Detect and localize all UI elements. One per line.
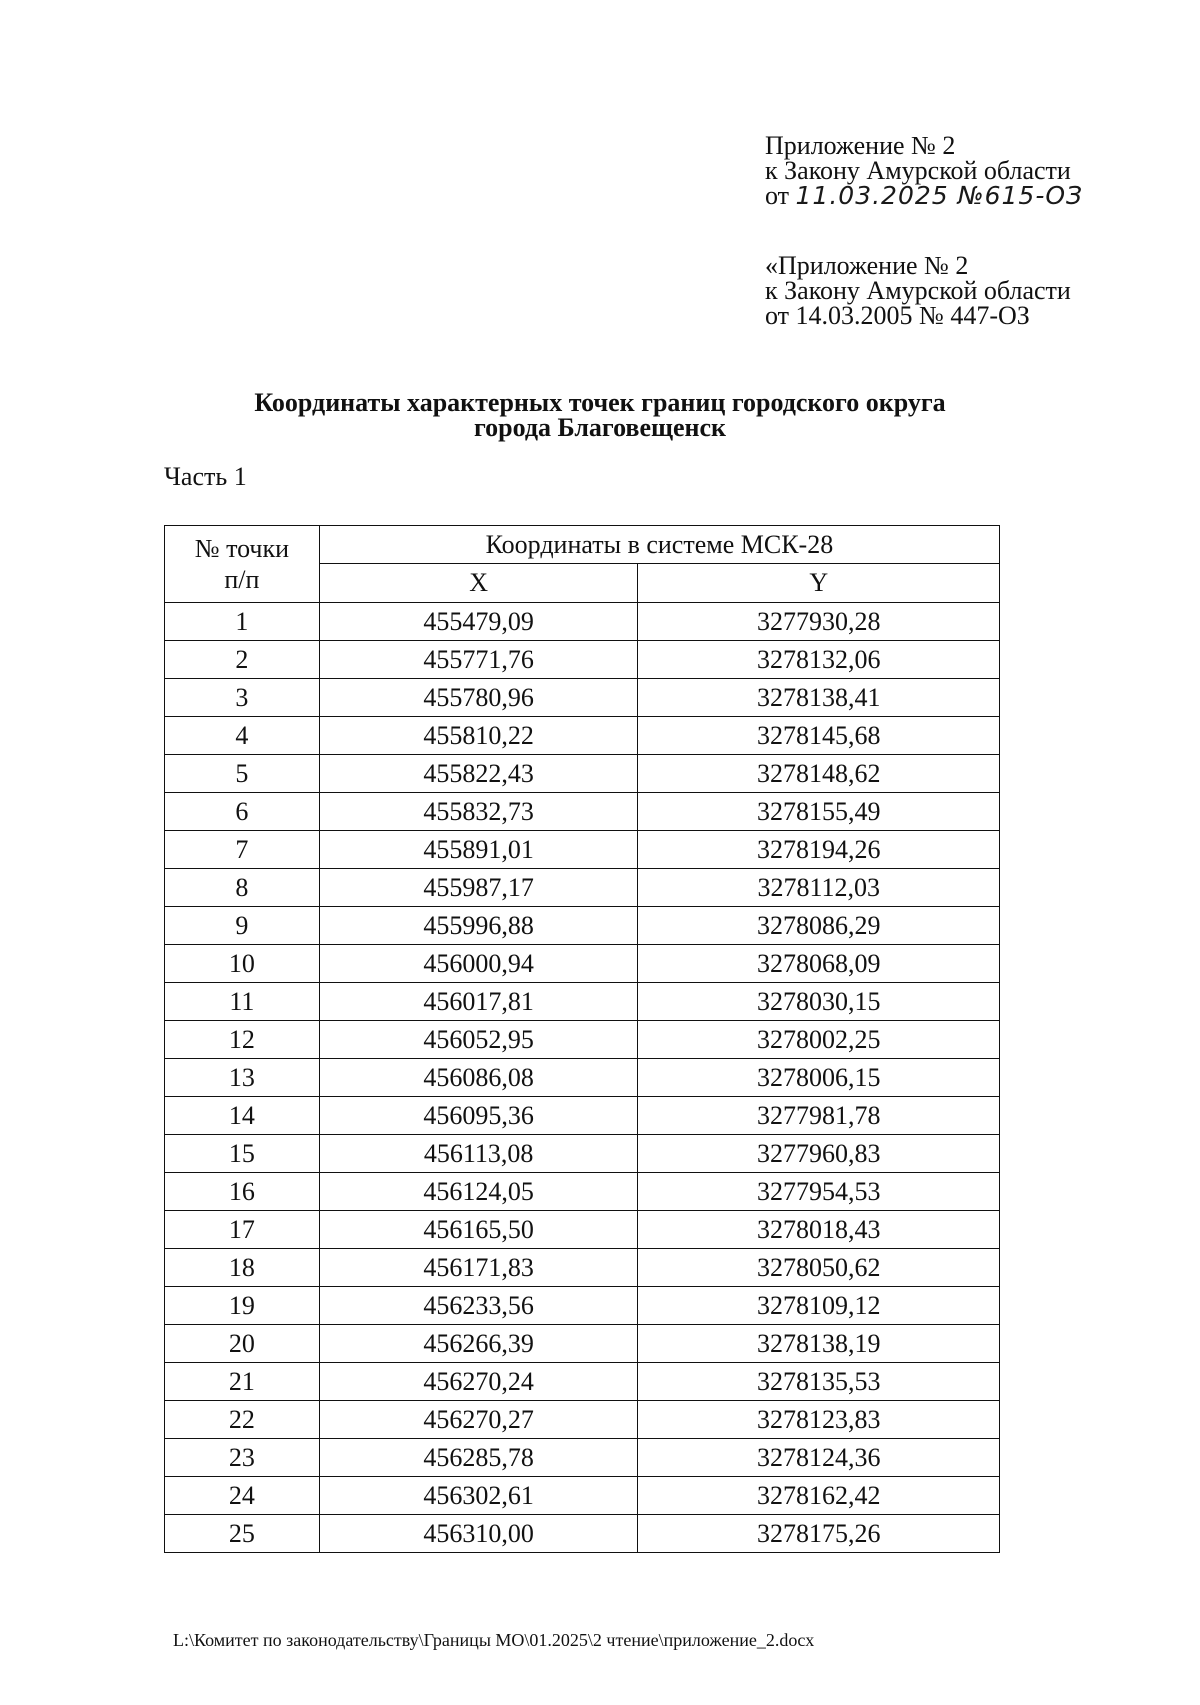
y-coordinate-cell: 3278050,62 [638, 1249, 1000, 1287]
point-number-cell: 25 [165, 1515, 320, 1553]
y-coordinate-cell: 3277930,28 [638, 603, 1000, 641]
point-number-cell: 19 [165, 1287, 320, 1325]
handwritten-date-number: 11.03.2025 №615-ОЗ [795, 181, 1084, 210]
x-column-header: X [319, 564, 638, 603]
point-number-cell: 10 [165, 945, 320, 983]
table-row [165, 831, 1000, 869]
y-coordinate-cell: 3278112,03 [638, 869, 1000, 907]
y-coordinate-cell: 3278175,26 [638, 1515, 1000, 1553]
point-number-cell: 6 [165, 793, 320, 831]
appendix-header-old-line3: от 14.03.2005 № 447-ОЗ [765, 301, 1030, 330]
y-coordinate-cell: 3278030,15 [638, 983, 1000, 1021]
y-coordinate-cell: 3278002,25 [638, 1021, 1000, 1059]
table-row [165, 679, 1000, 717]
table-row [165, 1173, 1000, 1211]
x-coordinate-cell: 455780,96 [319, 679, 638, 717]
x-coordinate-cell: 456310,00 [319, 1515, 638, 1553]
table-row [165, 755, 1000, 793]
y-coordinate-cell: 3278155,49 [638, 793, 1000, 831]
y-coordinate-cell: 3278145,68 [638, 717, 1000, 755]
y-coordinate-cell: 3277981,78 [638, 1097, 1000, 1135]
table-row [165, 1059, 1000, 1097]
table-row [165, 1135, 1000, 1173]
x-coordinate-cell: 455996,88 [319, 907, 638, 945]
x-coordinate-cell: 456171,83 [319, 1249, 638, 1287]
point-number-header-line2: п/п [224, 565, 260, 594]
coordinates-table [164, 525, 1000, 1553]
x-coordinate-cell: 456302,61 [319, 1477, 638, 1515]
y-coordinate-cell: 3278124,36 [638, 1439, 1000, 1477]
y-coordinate-cell: 3278138,19 [638, 1325, 1000, 1363]
y-coordinate-cell: 3278068,09 [638, 945, 1000, 983]
point-number-header [165, 526, 320, 603]
table-row [165, 1021, 1000, 1059]
x-coordinate-cell: 456124,05 [319, 1173, 638, 1211]
x-coordinate-cell: 456095,36 [319, 1097, 638, 1135]
table-row [165, 1363, 1000, 1401]
point-number-cell: 16 [165, 1173, 320, 1211]
point-number-header-line1: № точки [194, 534, 290, 563]
coordinate-system-header: Координаты в системе МСК-28 [319, 526, 999, 564]
table-row [165, 983, 1000, 1021]
appendix-header-old-line2: к Закону Амурской области [765, 276, 1071, 305]
table-row [165, 1439, 1000, 1477]
appendix-header-new-line2: к Закону Амурской области [765, 156, 1071, 185]
x-coordinate-cell: 456086,08 [319, 1059, 638, 1097]
table-row [165, 869, 1000, 907]
x-coordinate-cell: 456233,56 [319, 1287, 638, 1325]
point-number-cell: 11 [165, 983, 320, 1021]
table-row [165, 1097, 1000, 1135]
x-coordinate-cell: 456270,24 [319, 1363, 638, 1401]
point-number-cell: 4 [165, 717, 320, 755]
x-coordinate-cell: 456113,08 [319, 1135, 638, 1173]
appendix-header-old [765, 253, 1071, 328]
y-coordinate-cell: 3278018,43 [638, 1211, 1000, 1249]
y-coordinate-cell: 3278194,26 [638, 831, 1000, 869]
table-row [165, 603, 1000, 641]
x-coordinate-cell: 456285,78 [319, 1439, 638, 1477]
point-number-cell: 15 [165, 1135, 320, 1173]
y-coordinate-cell: 3278006,15 [638, 1059, 1000, 1097]
table-row [165, 1401, 1000, 1439]
y-coordinate-cell: 3277954,53 [638, 1173, 1000, 1211]
appendix-header-new-from: от [765, 181, 790, 210]
table-row [165, 1287, 1000, 1325]
document-title-line1: Координаты характерных точек границ городского округа [254, 388, 946, 417]
point-number-cell: 12 [165, 1021, 320, 1059]
x-coordinate-cell: 455987,17 [319, 869, 638, 907]
table-row [165, 945, 1000, 983]
point-number-cell: 18 [165, 1249, 320, 1287]
document-title [170, 390, 1030, 440]
x-coordinate-cell: 456270,27 [319, 1401, 638, 1439]
document-title-line2: города Благовещенск [473, 413, 727, 442]
point-number-cell: 20 [165, 1325, 320, 1363]
table-row [165, 717, 1000, 755]
point-number-cell: 17 [165, 1211, 320, 1249]
y-coordinate-cell: 3278086,29 [638, 907, 1000, 945]
point-number-cell: 14 [165, 1097, 320, 1135]
x-coordinate-cell: 456017,81 [319, 983, 638, 1021]
point-number-cell: 2 [165, 641, 320, 679]
appendix-header-old-line1: «Приложение № 2 [765, 251, 969, 280]
x-coordinate-cell: 455771,76 [319, 641, 638, 679]
table-row [165, 641, 1000, 679]
x-coordinate-cell: 455832,73 [319, 793, 638, 831]
y-coordinate-cell: 3278138,41 [638, 679, 1000, 717]
appendix-header-new-line1: Приложение № 2 [765, 131, 956, 160]
y-coordinate-cell: 3278148,62 [638, 755, 1000, 793]
table-row [165, 1515, 1000, 1553]
appendix-header-new [765, 133, 1083, 208]
point-number-cell: 9 [165, 907, 320, 945]
point-number-cell: 23 [165, 1439, 320, 1477]
point-number-cell: 13 [165, 1059, 320, 1097]
x-coordinate-cell: 456165,50 [319, 1211, 638, 1249]
x-coordinate-cell: 455810,22 [319, 717, 638, 755]
y-coordinate-cell: 3278109,12 [638, 1287, 1000, 1325]
table-row [165, 793, 1000, 831]
table-row [165, 1325, 1000, 1363]
footer-file-path: L:\Комитет по законодательству\Границы МО\01.2025\2 чтение\приложение_2.docx [173, 1630, 815, 1650]
point-number-cell: 1 [165, 603, 320, 641]
point-number-cell: 3 [165, 679, 320, 717]
y-coordinate-cell: 3278132,06 [638, 641, 1000, 679]
y-coordinate-cell: 3278123,83 [638, 1401, 1000, 1439]
x-coordinate-cell: 455479,09 [319, 603, 638, 641]
point-number-cell: 8 [165, 869, 320, 907]
table-row [165, 907, 1000, 945]
y-coordinate-cell: 3278162,42 [638, 1477, 1000, 1515]
x-coordinate-cell: 455822,43 [319, 755, 638, 793]
appendix-header-new-line3 [765, 183, 1083, 208]
x-coordinate-cell: 455891,01 [319, 831, 638, 869]
x-coordinate-cell: 456000,94 [319, 945, 638, 983]
table-row [165, 1477, 1000, 1515]
y-coordinate-cell: 3278135,53 [638, 1363, 1000, 1401]
x-coordinate-cell: 456052,95 [319, 1021, 638, 1059]
table-row [165, 1211, 1000, 1249]
point-number-cell: 5 [165, 755, 320, 793]
part-label: Часть 1 [164, 462, 247, 491]
point-number-cell: 22 [165, 1401, 320, 1439]
coordinate-rows [165, 603, 1000, 1553]
y-column-header: Y [638, 564, 1000, 603]
point-number-cell: 21 [165, 1363, 320, 1401]
point-number-cell: 24 [165, 1477, 320, 1515]
table-row [165, 1249, 1000, 1287]
point-number-cell: 7 [165, 831, 320, 869]
y-coordinate-cell: 3277960,83 [638, 1135, 1000, 1173]
x-coordinate-cell: 456266,39 [319, 1325, 638, 1363]
